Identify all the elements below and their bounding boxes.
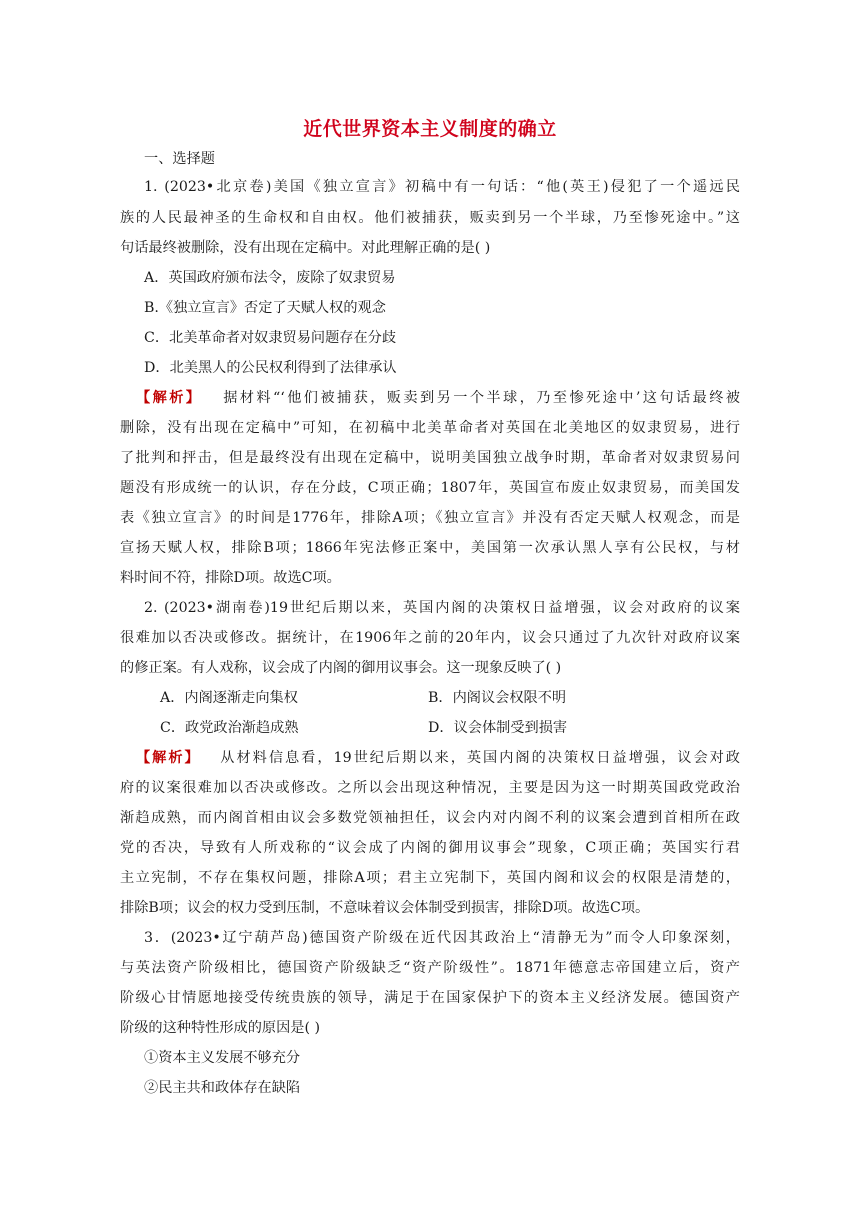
analysis-tag: 【解析】	[136, 750, 201, 766]
page-title: 近代世界资本主义制度的确立	[303, 118, 557, 140]
q2-stem-line: 的修正案。有人戏称，议会成了内阁的御用议事会。这一现象反映了( )	[120, 660, 562, 676]
q2-option-b: B．内阁议会权限不明	[428, 690, 567, 706]
q2-option-d: D．议会体制受到损害	[428, 720, 568, 736]
q1-stem-line: 族的人民最神圣的生命权和自由权。他们被捕获，贩卖到另一个半球，乃至惨死途中。”这	[120, 210, 740, 226]
q2-option-c: C．政党政治渐趋成熟	[160, 720, 299, 736]
q1-analysis-line: 删除，没有出现在定稿中”可知，在初稿中北美革命者对英国在北美地区的奴隶贸易，进行	[120, 420, 740, 436]
q1-analysis-line: 【解析】 据材料“‘他们被捕获，贩卖到另一个半球，乃至惨死途中’这句话最终被	[136, 390, 740, 406]
q2-analysis-line: 【解析】 从材料信息看，19世纪后期以来，英国内阁的决策权日益增强，议会对政	[136, 750, 740, 766]
q2-stem-line: 2. (2023•湖南卷)19世纪后期以来，英国内阁的决策权日益增强，议会对政府的议案	[144, 600, 740, 616]
q2-options-row	[160, 688, 740, 708]
q1-analysis-line: 宣扬天赋人权，排除B项；1866年宪法修正案中，美国第一次承认黑人享有公民权，与材	[120, 540, 740, 556]
q1-option-b: B.《独立宣言》否定了天赋人权的观念	[144, 300, 386, 316]
q2-stem-line: 很难加以否决或修改。据统计，在1906年之前的20年内，议会只通过了九次针对政府议案	[120, 630, 740, 646]
q2-options-row	[160, 718, 740, 738]
q1-analysis-line: 题没有形成统一的认识，存在分歧，C项正确；1807年，英国宣布废止奴隶贸易，而美国发	[120, 480, 740, 496]
q2-analysis-line: 党的否决，导致有人所戏称的“议会成了内阁的御用议事会”现象，C项正确；英国实行君	[120, 840, 740, 856]
q3-stem-line: 阶级心甘情愿地接受传统贵族的领导，满足于在国家保护下的资本主义经济发展。德国资产	[120, 990, 740, 1006]
q3-stem-line: 阶级的这种特性形成的原因是( )	[120, 1020, 321, 1036]
q2-analysis-line: 主立宪制，不存在集权问题，排除A项；君主立宪制下，英国内阁和议会的权限是清楚的，	[120, 870, 740, 886]
q1-analysis-line: 了批判和抨击，但是最终没有出现在定稿中，说明美国独立战争时期，革命者对奴隶贸易问	[120, 450, 740, 466]
q3-stem-line: 与英法资产阶级相比，德国资产阶级缺乏“资产阶级性”。1871年德意志帝国建立后，资产	[120, 960, 740, 976]
q1-stem-line: 1. (2023•北京卷)美国《独立宣言》初稿中有一句话：“他(英王)侵犯了一个遥远民	[144, 179, 740, 195]
analysis-tag: 【解析】	[136, 390, 203, 406]
q2-analysis-line: 渐趋成熟，而内阁首相由议会多数党领袖担任，议会内对内阁不利的议案会遭到首相所在政	[120, 810, 740, 826]
q1-analysis-line: 表《独立宣言》的时间是1776年，排除A项；《独立宣言》并没有否定天赋人权观念，而是	[120, 510, 740, 526]
q2-analysis-line: 府的议案很难加以否决或修改。之所以会出现这种情况，主要是因为这一时期英国政党政治	[120, 780, 740, 796]
q2-option-a: A．内阁逐渐走向集权	[160, 690, 298, 706]
q1-option-d: D．北美黑人的公民权利得到了法律承认	[144, 360, 397, 376]
q1-option-a: A．英国政府颁布法令，废除了奴隶贸易	[144, 270, 396, 286]
q1-stem-line: 句话最终被删除，没有出现在定稿中。对此理解正确的是( )	[120, 240, 491, 256]
section-heading: 一、选择题	[144, 151, 215, 167]
q3-option-2: ②民主共和政体存在缺陷	[144, 1080, 301, 1096]
q1-analysis-line: 料时间不符，排除D项。故选C项。	[120, 570, 341, 586]
q2-analysis-line: 排除B项；议会的权力受到压制，不意味着议会体制受到损害，排除D项。故选C项。	[120, 900, 650, 916]
q1-option-c: C．北美革命者对奴隶贸易问题存在分歧	[144, 330, 397, 346]
q3-option-1: ①资本主义发展不够充分	[144, 1050, 301, 1066]
q3-stem-line: 3．(2023•辽宁葫芦岛)德国资产阶级在近代因其政治上“清静无为”而令人印象深刻，	[144, 930, 740, 946]
